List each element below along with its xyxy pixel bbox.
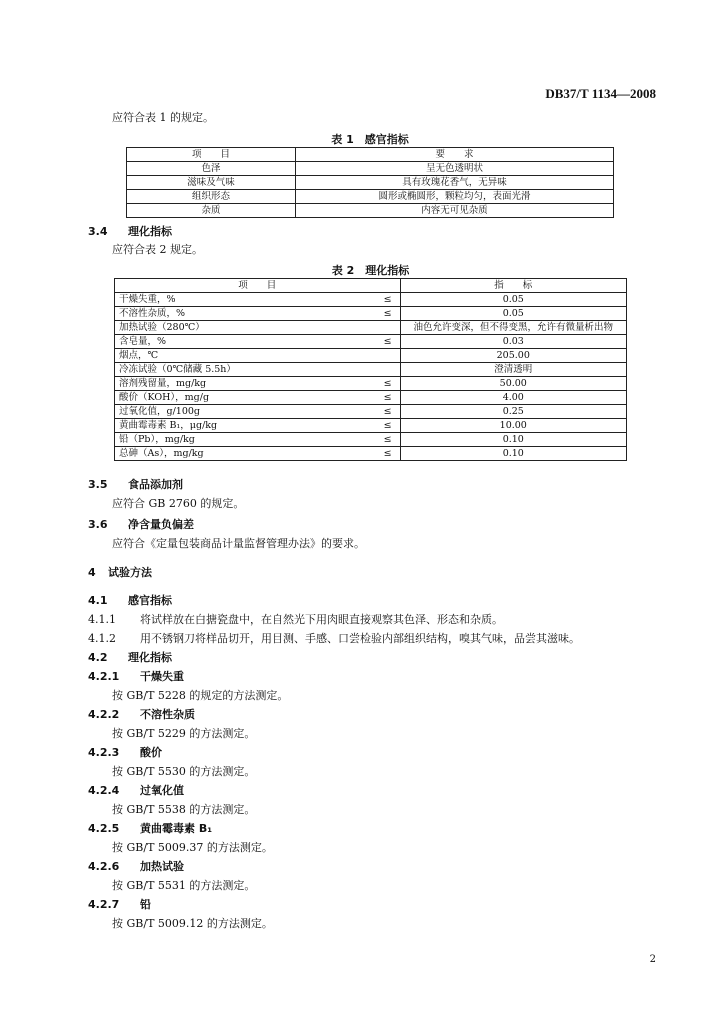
table-row <box>115 363 627 377</box>
value-cell: 0.05 <box>400 293 626 307</box>
section-3-6-text: 应符合《定量包装商品计量监督管理办法》的要求。 <box>112 537 365 550</box>
section-4-2-2-heading <box>88 708 195 722</box>
comparator-cell <box>374 321 401 335</box>
section-number: 3.5 <box>88 478 108 491</box>
section-number: 4.2.2 <box>88 708 120 721</box>
section-4-2-7-text: 按 GB/T 5009.12 的方法测定。 <box>112 917 273 930</box>
section-4-heading <box>88 566 152 580</box>
item-cell: 酸价（KOH），mg/g <box>115 391 374 405</box>
section-title: 食品添加剂 <box>128 478 183 491</box>
value-cell: 油色允许变深，但不得变黑，允许有微量析出物 <box>400 321 626 335</box>
item-cell: 冷冻试验（0℃储藏 5.5h） <box>115 363 374 377</box>
section-title: 干燥失重 <box>140 670 184 683</box>
table-row <box>127 190 614 204</box>
value-cell: 澄清透明 <box>400 363 626 377</box>
comparator-cell <box>374 349 401 363</box>
section-4-2-6-text: 按 GB/T 5531 的方法测定。 <box>112 879 256 892</box>
section-3-5-text: 应符合 GB 2760 的规定。 <box>112 497 245 510</box>
comparator-cell <box>374 363 401 377</box>
section-title: 试验方法 <box>108 566 152 579</box>
section-4-2-6-heading <box>88 860 184 874</box>
table-row <box>115 307 627 321</box>
comparator-cell: ≤ <box>374 447 401 461</box>
value-cell: 0.25 <box>400 405 626 419</box>
column-header: 项 目 <box>127 148 296 162</box>
section-4-2-2-text: 按 GB/T 5229 的方法测定。 <box>112 727 256 740</box>
item-cell: 过氧化值，g/100g <box>115 405 374 419</box>
section-number: 4.1.2 <box>88 632 116 645</box>
item-cell: 杂质 <box>127 204 296 218</box>
value-cell: 205.00 <box>400 349 626 363</box>
value-cell: 0.03 <box>400 335 626 349</box>
section-4-2-1-text: 按 GB/T 5228 的规定的方法测定。 <box>112 689 289 702</box>
table-row <box>115 447 627 461</box>
item-cell: 滋味及气味 <box>127 176 296 190</box>
comparator-cell: ≤ <box>374 405 401 419</box>
section-title: 感官指标 <box>128 594 172 607</box>
column-header: 要 求 <box>296 148 614 162</box>
value-cell: 50.00 <box>400 377 626 391</box>
column-header: 指 标 <box>400 279 626 293</box>
section-number: 4.1 <box>88 594 108 607</box>
section-title: 过氧化值 <box>140 784 184 797</box>
requirement-cell: 内容无可见杂质 <box>296 204 614 218</box>
requirement-cell: 呈无色透明状 <box>296 162 614 176</box>
section-title: 黄曲霉毒素 B₁ <box>140 822 213 835</box>
section-4-2-5-text: 按 GB/T 5009.37 的方法测定。 <box>112 841 273 854</box>
section-title: 理化指标 <box>128 651 172 664</box>
table2-caption: 表 2 理化指标 <box>331 264 410 277</box>
section-number: 4.2.4 <box>88 784 120 797</box>
item-cell: 不溶性杂质，% <box>115 307 374 321</box>
section-text: 用不锈钢刀将样品切开，用目测、手感、口尝检验内部组织结构，嗅其气味，品尝其滋味。 <box>140 632 580 645</box>
table-row <box>115 391 627 405</box>
value-cell: 10.00 <box>400 419 626 433</box>
section-4-2-3-text: 按 GB/T 5530 的方法测定。 <box>112 765 256 778</box>
section-number: 3.6 <box>88 518 108 531</box>
table-header-row <box>127 148 614 162</box>
sensory-table <box>126 147 614 218</box>
column-header: 项 目 <box>115 279 401 293</box>
table-row <box>127 162 614 176</box>
comparator-cell: ≤ <box>374 335 401 349</box>
comparator-cell: ≤ <box>374 307 401 321</box>
section-4-1-2 <box>88 632 580 646</box>
section-3-4-text: 应符合表 2 规定。 <box>112 243 203 256</box>
section-title: 理化指标 <box>128 225 172 238</box>
table-row <box>115 405 627 419</box>
comparator-cell: ≤ <box>374 433 401 447</box>
section-4-2-4-heading <box>88 784 184 798</box>
section-number: 4.2.1 <box>88 670 120 683</box>
value-cell: 0.05 <box>400 307 626 321</box>
table-row <box>127 176 614 190</box>
section-number: 4.2.5 <box>88 822 120 835</box>
value-cell: 0.10 <box>400 433 626 447</box>
section-title: 铅 <box>140 898 151 911</box>
section-4-2-4-text: 按 GB/T 5538 的方法测定。 <box>112 803 256 816</box>
comparator-cell: ≤ <box>374 377 401 391</box>
section-number: 4.2.3 <box>88 746 120 759</box>
section-4-1-heading <box>88 594 172 608</box>
table-row <box>115 335 627 349</box>
comparator-cell: ≤ <box>374 391 401 405</box>
section-3-4-heading <box>88 225 172 239</box>
section-4-1-1 <box>88 613 503 627</box>
table-row <box>115 419 627 433</box>
item-cell: 溶剂残留量，mg/kg <box>115 377 374 391</box>
item-cell: 铅（Pb），mg/kg <box>115 433 374 447</box>
section-number: 4.2.7 <box>88 898 120 911</box>
table-row <box>115 293 627 307</box>
value-cell: 0.10 <box>400 447 626 461</box>
section-title: 加热试验 <box>140 860 184 873</box>
table-row <box>115 433 627 447</box>
section-title: 不溶性杂质 <box>140 708 195 721</box>
item-cell: 加热试验（280℃） <box>115 321 374 335</box>
table-row <box>115 349 627 363</box>
section-number: 3.4 <box>88 225 108 238</box>
section-number: 4.2 <box>88 651 108 664</box>
section-number: 4 <box>88 566 96 579</box>
item-cell: 黄曲霉毒素 B₁，μg/kg <box>115 419 374 433</box>
section-title: 酸价 <box>140 746 162 759</box>
section-number: 4.2.6 <box>88 860 120 873</box>
section-text: 将试样放在白搪瓷盘中，在自然光下用肉眼直接观察其色泽、形态和杂质。 <box>140 613 503 626</box>
table1-caption: 表 1 感官指标 <box>331 133 409 146</box>
section-number: 4.1.1 <box>88 613 116 626</box>
comparator-cell: ≤ <box>374 419 401 433</box>
standard-number: DB37/T 1134—2008 <box>545 86 656 101</box>
item-cell: 总砷（As），mg/kg <box>115 447 374 461</box>
item-cell: 色泽 <box>127 162 296 176</box>
table-row <box>127 204 614 218</box>
section-4-2-5-heading <box>88 822 212 836</box>
section-title: 净含量负偏差 <box>128 518 194 531</box>
comparator-cell: ≤ <box>374 293 401 307</box>
table-row <box>115 377 627 391</box>
section-3-5-heading <box>88 478 183 492</box>
requirement-cell: 圆形或椭圆形，颗粒均匀，表面光滑 <box>296 190 614 204</box>
section-4-2-7-heading <box>88 898 151 912</box>
page-number: 2 <box>649 954 656 965</box>
item-cell: 组织形态 <box>127 190 296 204</box>
section-4-2-1-heading <box>88 670 184 684</box>
section-3-6-heading <box>88 518 194 532</box>
item-cell: 烟点，℃ <box>115 349 374 363</box>
section-4-2-3-heading <box>88 746 162 760</box>
item-cell: 含皂量，% <box>115 335 374 349</box>
requirement-cell: 具有玫瑰花香气，无异味 <box>296 176 614 190</box>
value-cell: 4.00 <box>400 391 626 405</box>
intro-text: 应符合表 1 的规定。 <box>112 111 214 124</box>
table-row <box>115 321 627 335</box>
table-header-row <box>115 279 627 293</box>
item-cell: 干燥失重，% <box>115 293 374 307</box>
physicochemical-table <box>114 278 627 461</box>
section-4-2-heading <box>88 651 172 665</box>
